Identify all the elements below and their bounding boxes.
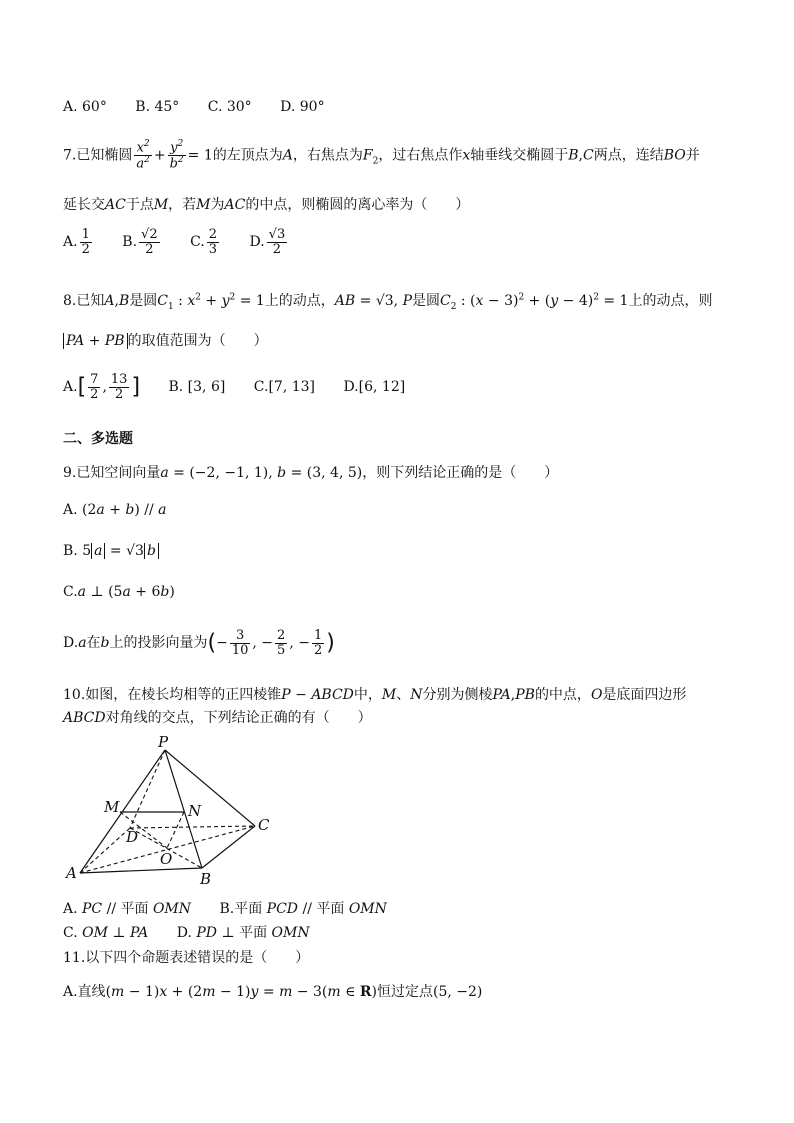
q10-options-cd — [63, 922, 334, 942]
q9-option-a: A. (2a + b) // a — [63, 502, 167, 518]
q7-line2: 延长交AC于点M，若M为AC的中点，则椭圆的离心率为（ ） — [63, 197, 470, 213]
q6-option-b: B. 45° — [135, 99, 180, 115]
q7-option-c: C. $\frac{2}{3}$ — [190, 227, 218, 257]
q8-options — [63, 373, 429, 401]
q7-option-a: A. $\frac{1}{2}$ — [63, 227, 90, 257]
label-o: O — [160, 850, 173, 868]
q8-option-c: C.[7, 13] — [253, 379, 315, 396]
q10-line1: 10.如图，在棱长均相等的正四棱锥P − ABCD中，M、N分别为侧棱PA,PB的中点，O是底面四边形 — [63, 687, 687, 703]
label-n: N — [188, 802, 202, 820]
q7-option-d: D. $\frac{√3}{2}$ — [249, 227, 286, 257]
q8-option-d: D.[6, 12] — [343, 379, 406, 396]
pyramid-figure — [60, 730, 290, 890]
q10-option-c: C. OM ⊥ PA — [63, 925, 149, 941]
label-b: B — [200, 870, 212, 888]
q9-option-c: C.a ⊥ (5a + 6b) — [63, 584, 175, 600]
q10-options-ab — [63, 898, 411, 918]
q9-option-d: D.a在b上的投影向量为(− $\frac{3}{10}$ , − $\frac{2}{5}$ , − $\frac{1}{2}$ ) — [63, 628, 335, 658]
label-d: D — [126, 828, 139, 846]
q6-option-c: C. 30° — [207, 99, 252, 115]
q8-option-a: A.[ $\frac{7}{2}$ , $\frac{13}{2}$ ] — [63, 372, 141, 402]
q8-line2: PA + PB 的取值范围为（ ） — [63, 330, 268, 350]
label-p: P — [158, 733, 169, 751]
q6-option-d: D. 90° — [280, 99, 325, 115]
q9-option-b: B. 5 a = √3 b — [63, 543, 159, 559]
q6-options — [63, 99, 349, 115]
q10-option-a: A. PC // 平面 OMN — [63, 901, 192, 917]
q11-stem: 11.以下四个命题表述错误的是（ ） — [63, 950, 310, 966]
q10-option-d: D. PD ⊥ 平面 OMN — [176, 925, 310, 941]
q6-option-a: A. 60° — [63, 99, 107, 115]
section-heading: 二、多选题 — [63, 430, 133, 446]
label-a: A — [66, 864, 77, 882]
q7-line1: 7.已知椭圆 $\frac{x^2}{a^2}$ + $\frac{y^2}{b^2}$ = 1的左顶点为A，右焦点为$F_2$，过右焦点作x轴垂线交椭圆于B,C两点，连结BO并 — [63, 139, 700, 172]
q7-option-b: B. $\frac{√2}{2}$ — [122, 227, 158, 257]
q9-stem: 9.已知空间向量a = (−2, −1, 1), b = (3, 4, 5)，则下列结论正确的是（ ） — [63, 465, 559, 481]
q8-line1: 8.已知A,B是圆$C_1$ : $x^2 + y^2 = 1$上的动点，AB = √3, P是圆$C_2$ : $(x - 3)^2 + (y - 4)^2 = 1$上的动点，则 — [63, 292, 713, 312]
label-m: M — [104, 798, 120, 816]
q10-option-b: B.平面 PCD // 平面 OMN — [219, 901, 387, 917]
q10-line2: ABCD对角线的交点，下列结论正确的有（ ） — [63, 710, 372, 726]
q8-option-b: B. [3, 6] — [168, 379, 226, 396]
label-c: C — [258, 816, 270, 834]
q11-option-a: A.直线(m − 1)x + (2m − 1)y = m − 3(m ∈ R)恒过定点(5, −2) — [63, 984, 483, 1000]
q7-options — [63, 228, 313, 256]
